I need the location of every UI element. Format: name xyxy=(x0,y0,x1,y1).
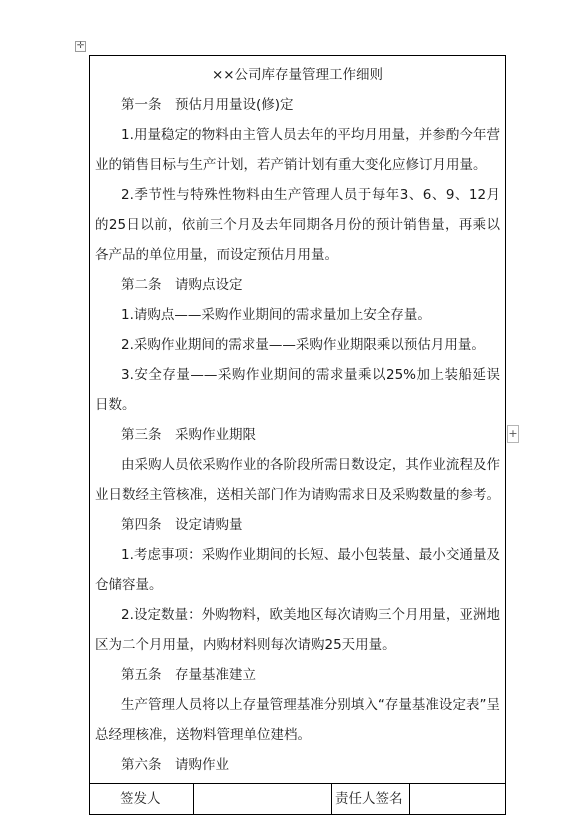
section-heading: 第一条 预估月用量设(修)定 xyxy=(121,97,294,113)
section-heading: 第五条 存量基准建立 xyxy=(121,667,256,683)
section-heading: 第二条 请购点设定 xyxy=(121,277,243,293)
responsible-signature-label: 责任人签名 xyxy=(332,784,410,815)
paragraph: 2.季节性与特殊性物料由生产管理人员于每年3、6、9、12月的25日以前，依前三个月及去年同期各月份的预计销售量，再乘以各产品的单位用量，而设定预估月用量。 xyxy=(95,187,501,263)
paragraph: 由采购人员依采购作业的各阶段所需日数设定，其作业流程及作业日数经主管核准，送相关部门作为请购需求日及采购数量的参考。 xyxy=(95,457,501,503)
section-heading: 第三条 采购作业期限 xyxy=(121,427,256,443)
issuer-label: 签发人 xyxy=(90,784,194,815)
responsible-signature-field[interactable] xyxy=(410,784,506,815)
issuer-field[interactable] xyxy=(194,784,332,815)
paragraph: 1.请购点——采购作业期间的需求量加上安全存量。 xyxy=(121,307,431,323)
paragraph: 2.设定数量：外购物料，欧美地区每次请购三个月用量，亚洲地区为二个月用量，内购材料则每次请购25天用量。 xyxy=(95,607,501,653)
document-title: ××公司库存量管理工作细则 xyxy=(211,67,384,83)
document-table xyxy=(89,55,506,815)
table-move-handle-icon[interactable]: ✛ xyxy=(76,41,85,51)
paragraph: 2.采购作业期间的需求量——采购作业期限乘以预估月用量。 xyxy=(121,337,485,353)
paragraph: 1.考虑事项：采购作业期间的长短、最小包装量、最小交通量及仓储容量。 xyxy=(95,547,501,593)
section-heading: 第四条 设定请购量 xyxy=(121,517,243,533)
content-cell[interactable] xyxy=(90,56,506,784)
section-heading: 第六条 请购作业 xyxy=(121,757,229,773)
add-column-plus-icon[interactable]: + xyxy=(507,425,519,443)
signature-row xyxy=(90,784,506,815)
paragraph: 3.安全存量——采购作业期间的需求量乘以25%加上装船延误日数。 xyxy=(95,367,501,413)
paragraph: 1.用量稳定的物料由主管人员去年的平均月用量，并参酌今年营业的销售目标与生产计划，若产销计划有重大变化应修订月用量。 xyxy=(95,127,501,173)
paragraph: 生产管理人员将以上存量管理基准分别填入“存量基准设定表”呈总经理核准，送物料管理单位建档。 xyxy=(95,697,501,743)
